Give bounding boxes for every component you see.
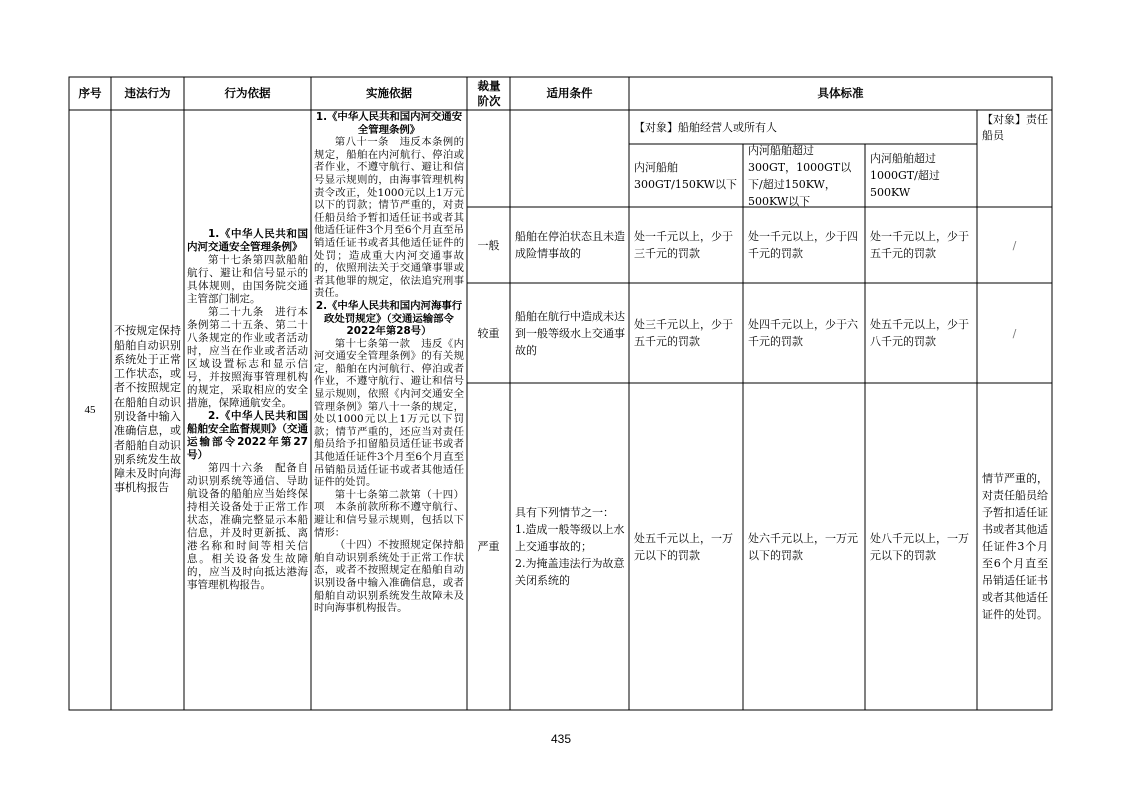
- tier-2: [748, 144, 861, 207]
- tier-1-text: 内河船舶300GT/150KW以下: [634, 160, 737, 191]
- header-standard: 具体标准: [817, 86, 864, 100]
- penalty-serious-2: [748, 283, 861, 383]
- tier-1: [634, 144, 739, 207]
- impl-para-3: 第十七条第二款第（十四）项 本条前款所称不遵守航行、避让和信号显示规则，包括以下情形：: [314, 488, 464, 539]
- header-behavior: 违法行为: [124, 86, 171, 100]
- level-general: [467, 207, 510, 283]
- crew-severe: [982, 383, 1048, 710]
- condition-general-text: 船舶在停泊状态且未造成险情事故的: [515, 230, 625, 260]
- penalty-serious-3: [870, 283, 973, 383]
- penalty-serious-1-text: 处三千元以上，少于五千元的罚款: [634, 318, 733, 348]
- tier-3: [870, 144, 973, 207]
- header-basis: 行为依据: [224, 86, 271, 100]
- basis-law-1: 1.《中华人民共和国内河交通安全管理条例》: [187, 228, 308, 253]
- basis-para-2: 第二十九条 进行本条例第二十五条、第二十八条规定的作业或者活动时，应当在作业或者活动区域设置标志和显示信号，并按照海事管理机构的规定，采取相应的安全措施，保障通航安全。: [187, 306, 308, 409]
- row-basis: [187, 110, 308, 710]
- level-severe-name: 严重: [477, 540, 500, 553]
- penalty-general-1: [634, 207, 739, 283]
- penalty-general-3: [870, 207, 973, 283]
- penalty-severe-1-text: 处五千元以上，一万元以下的罚款: [634, 531, 733, 562]
- level-serious: [467, 283, 510, 383]
- object-main: 【对象】船舶经营人或所有人: [634, 120, 777, 134]
- header-index: 序号: [78, 86, 102, 100]
- tier-2-text: 内河船舶超过300GT，1000GT以下/超过150KW，500KW以下: [748, 144, 852, 207]
- penalty-severe-2: [748, 383, 861, 710]
- basis-text: [187, 228, 308, 592]
- level-severe: [467, 383, 510, 710]
- penalty-general-2-text: 处一千元以上，少于四千元的罚款: [748, 230, 858, 260]
- penalty-severe-3: [870, 383, 973, 710]
- crew-serious-text: /: [1012, 326, 1017, 340]
- behavior-text: 不按规定保持船舶自动识别系统处于正常工作状态，或者不按照规定在船舶自动识别设备中输入准确信息，或者船舶自动识别系统发生故障未及时向海事机构报告: [114, 324, 181, 495]
- penalty-severe-1: [634, 383, 739, 710]
- row-index: [69, 110, 111, 710]
- penalty-serious-1: [634, 283, 739, 383]
- level-general-name: 一般: [477, 238, 500, 252]
- basis-law-2: 2.《中华人民共和国船舶安全监督规则》（交通运输部令2022年第27号）: [187, 410, 308, 461]
- tier-3-text: 内河船舶超过1000GT/超过500KW: [870, 152, 940, 199]
- impl-para-4: （十四）不按照规定保持船舶自动识别系统处于正常工作状态，或者不按照规定在船舶自动识别设备中输入准确信息，或者船舶自动识别系统发生故障未及时向海事机构报告。: [314, 539, 464, 615]
- penalty-general-3-text: 处一千元以上，少于五千元的罚款: [870, 230, 969, 260]
- penalty-serious-2-text: 处四千元以上，少于六千元的罚款: [748, 318, 858, 348]
- penalty-general-1-text: 处一千元以上，少于三千元的罚款: [634, 230, 733, 260]
- impl-para-2: 第十七条第一款 违反《内河交通安全管理条例》的有关规定，船舶在内河航行、停泊或者作业，不遵守航行、避让和信号显示规则，依照《内河交通安全管理条例》第八十一条的规定，处以1000元以上1万元以下罚款；情节严重的，还应当对责任船员给予扣留船员适任证书或者其他适任证件3个月至6个月直至吊销船员适任证书或者其他适任证件的处罚。: [314, 337, 464, 489]
- condition-general: [515, 207, 625, 283]
- impl-law-1: 1.《中华人民共和国内河交通安全管理条例》: [315, 111, 463, 136]
- condition-severe: [515, 383, 625, 710]
- basis-para-1: 第十七条第四款船舶航行、避让和信号显示的具体规则，由国务院交通主管部门制定。: [187, 254, 308, 305]
- impl-para-1: 第八十一条 违反本条例的规定，船舶在内河航行、停泊或者作业，不遵守航行、避让和信号显示规则的，由海事管理机构责令改正，处1000元以上1万元以下的罚款；情节严重的，对责任船员给予暂扣适任证书或者其他适任证件3个月至6个月直至吊销适任证书或者其他适任证件的处罚；造成重大内河交通事故的，依照刑法关于交通肇事罪或者其他罪的规定，依法追究刑事责任。: [314, 136, 464, 300]
- penalty-serious-3-text: 处五千元以上，少于八千元的罚款: [870, 318, 969, 348]
- crew-severe-text: 情节严重的，对责任船员给予暂扣适任证书或者其他适任证件3个月至6个月直至吊销适任证书或者其他适任证件的处罚。: [982, 472, 1048, 621]
- page-number: 435: [550, 732, 572, 746]
- header-condition: 适用条件: [546, 86, 593, 100]
- penalty-severe-2-text: 处六千元以上，一万元以下的罚款: [748, 531, 858, 562]
- header-impl-basis: 实施依据: [366, 86, 412, 100]
- condition-serious: [515, 283, 625, 383]
- row-index-text: 45: [84, 403, 96, 416]
- penalty-general-2: [748, 207, 861, 283]
- impl-basis-text: [314, 111, 464, 615]
- basis-para-3: 第四十六条 配备自动识别系统等通信、导助航设备的船舶应当始终保持相关设备处于正常工作状态，准确完整显示本船信息，并及时更新抵、离港名称和时间等相关信息。相关设备发生故障的，应当及时向抵达港海事管理机构报告。: [187, 462, 308, 591]
- row-impl-basis: [314, 111, 464, 710]
- condition-serious-text: 船舶在航行中造成未达到一般等级水上交通事故的: [515, 309, 625, 357]
- penalty-severe-3-text: 处八千元以上，一万元以下的罚款: [870, 531, 969, 562]
- header-level: 裁量阶次: [477, 78, 501, 108]
- condition-severe-text: 具有下列情节之一： 1.造成一般等级以上水上交通事故的； 2.为掩盖违法行为故意关闭系统的: [515, 506, 625, 587]
- crew-general-text: /: [1012, 238, 1017, 252]
- object-crew: 【对象】责任船员: [982, 113, 1048, 142]
- impl-law-2: 2.《中华人民共和国内河海事行政处罚规定》（交通运输部令2022年第28号）: [315, 299, 463, 338]
- level-serious-name: 较重: [477, 326, 500, 340]
- crew-serious: [977, 283, 1052, 383]
- crew-general: [977, 207, 1052, 283]
- row-behavior: [114, 110, 181, 710]
